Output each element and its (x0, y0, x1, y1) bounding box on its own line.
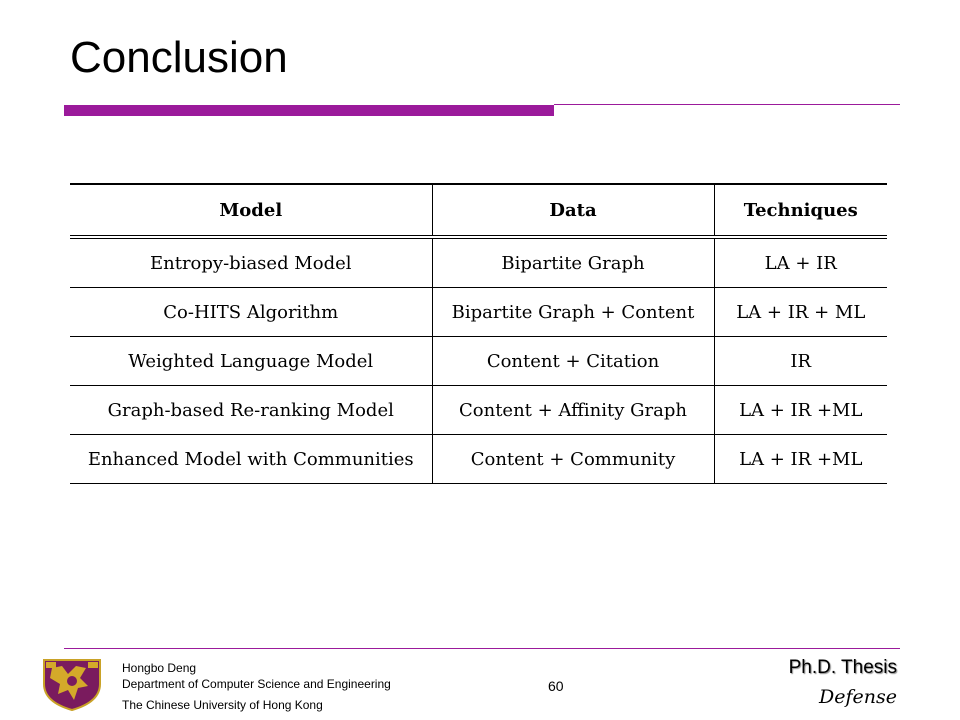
cell-techniques: LA + IR + ML (714, 288, 887, 337)
table-header-row (70, 184, 887, 237)
cell-data: Content + Affinity Graph (432, 386, 714, 435)
slide-title: Conclusion (70, 33, 288, 82)
cell-techniques: IR (714, 337, 887, 386)
header-data: Data (432, 184, 714, 237)
cell-model: Enhanced Model with Communities (70, 435, 432, 484)
table-row (70, 237, 887, 288)
cell-model: Weighted Language Model (70, 337, 432, 386)
cell-data: Content + Citation (432, 337, 714, 386)
footer-author: Hongbo Deng (122, 661, 197, 675)
cell-model: Graph-based Re-ranking Model (70, 386, 432, 435)
cell-techniques: LA + IR +ML (714, 435, 887, 484)
defense-label: Defense (819, 686, 897, 708)
footer-university: The Chinese University of Hong Kong (122, 698, 323, 712)
cell-techniques: LA + IR +ML (714, 386, 887, 435)
cell-model: Co-HITS Algorithm (70, 288, 432, 337)
cell-techniques: LA + IR (714, 237, 887, 288)
header-techniques: Techniques (714, 184, 887, 237)
header-model: Model (70, 184, 432, 237)
title-underline-thin (554, 104, 900, 105)
table-row (70, 337, 887, 386)
cell-data: Bipartite Graph (432, 237, 714, 288)
summary-table-container (70, 183, 887, 484)
table-row (70, 288, 887, 337)
university-crest-icon (40, 656, 104, 712)
page-number: 60 (548, 678, 564, 694)
footer-divider (64, 648, 900, 649)
table-row (70, 386, 887, 435)
cell-model: Entropy-biased Model (70, 237, 432, 288)
summary-table (70, 183, 887, 484)
table-row (70, 435, 887, 484)
cell-data: Content + Community (432, 435, 714, 484)
cell-data: Bipartite Graph + Content (432, 288, 714, 337)
footer-department: Department of Computer Science and Engineering (122, 677, 391, 691)
thesis-label: Ph.D. Thesis (788, 657, 897, 678)
title-underline-thick (64, 105, 554, 116)
